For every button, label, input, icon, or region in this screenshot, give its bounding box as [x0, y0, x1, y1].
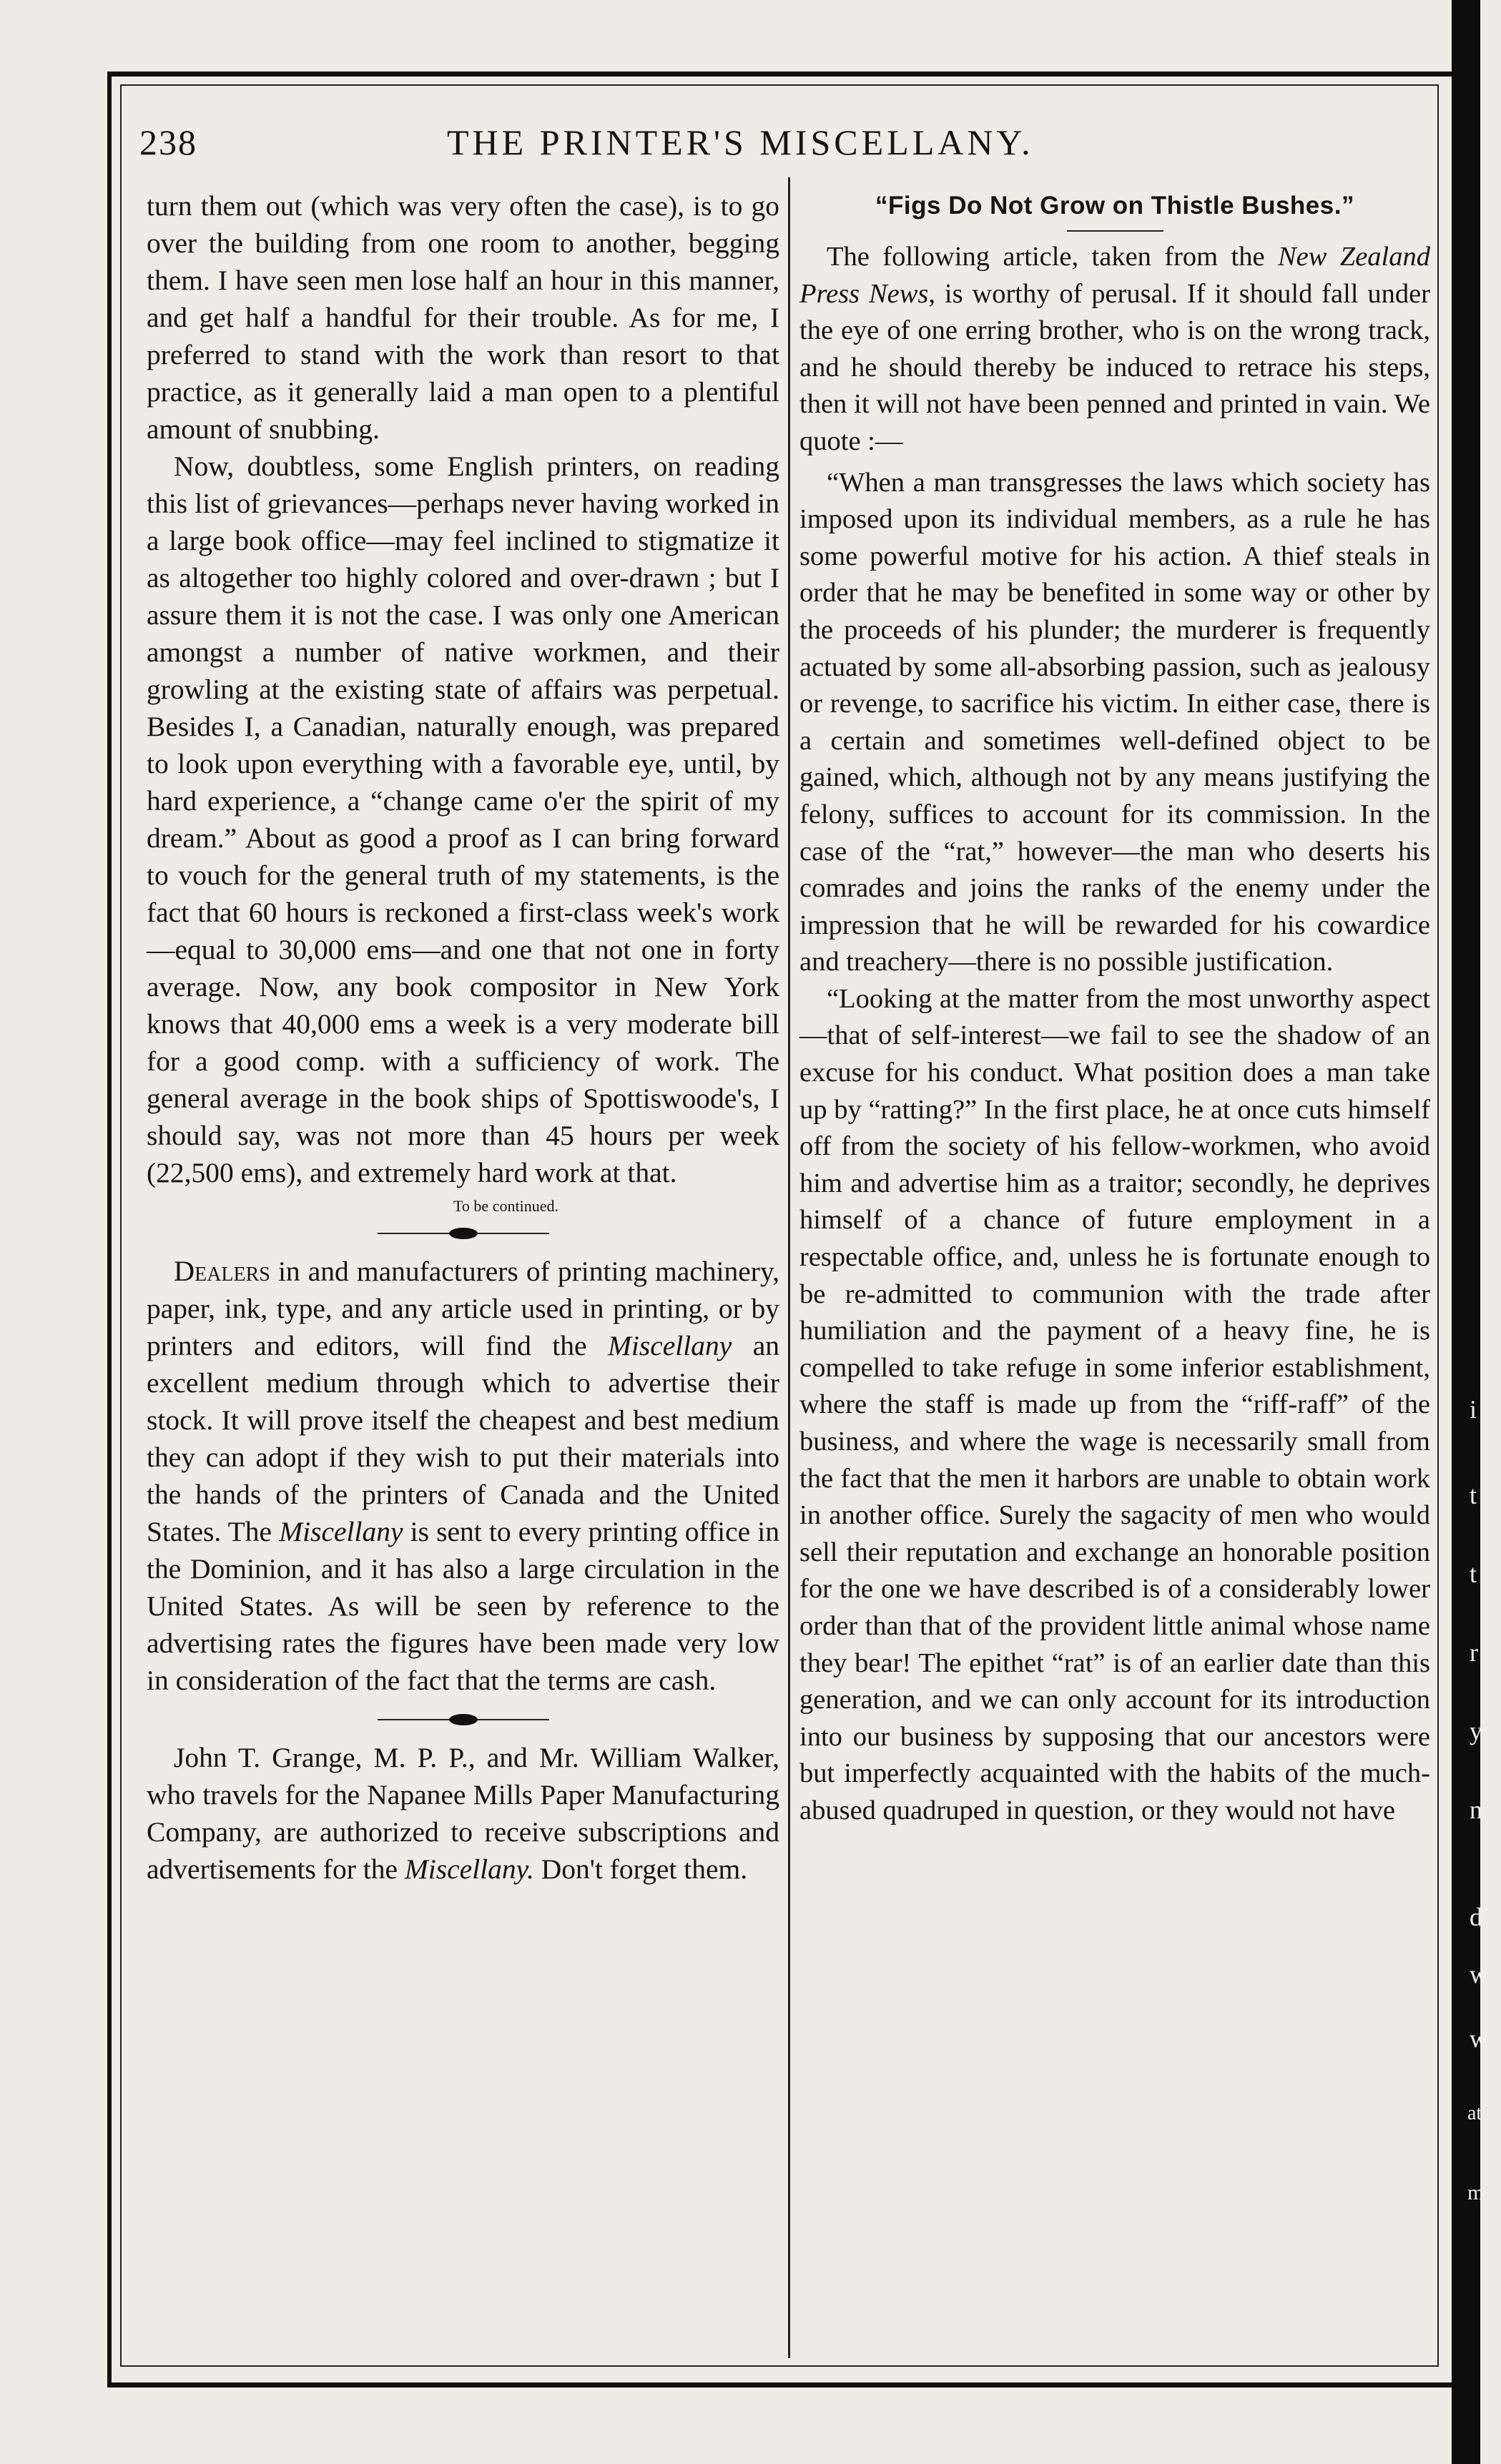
margin-fragment: t — [1470, 1559, 1477, 1588]
margin-fragment: n — [1470, 1795, 1482, 1824]
margin-fragment: d — [1470, 1903, 1482, 1931]
to-be-continued-note: To be continued. — [453, 1197, 558, 1215]
quote-paragraph-1: “When a man transgresses the laws which society has imposed upon its individual members, as a rule he has some powerful motive for his action. A thief steals in order that he may be benefited in some way or other by the proceeds of his plunder; the murderer is frequently actuated by some all-absorbing passion, such as jealousy or revenge, to sacrifice his victim. In either case, there is a certain and sometimes well-defined object to be gained, which, although not by any means justifying the felony, suffices to account for its commission. In the case of the “rat,” however—the man who deserts his comrades and joins the ranks of the enemy under the impression that he will be rewarded for his cowardice and treachery—there is no possible justification. — [799, 467, 1430, 977]
page-edge-shadow — [1452, 0, 1480, 2464]
section-ornament-2 — [378, 1709, 549, 1730]
article-title: “Figs Do Not Grow on Thistle Bushes.” — [875, 192, 1354, 220]
margin-fragment: y — [1470, 1717, 1482, 1745]
left-paragraph-1: turn them out (which was very often the case), is to go over the building from one room to another, begging them. I have seen men lose half an hour in this manner, and get half a handful for their trouble. As for me, I preferred to stand with the work than resort to that practice, as it generally laid a man open to a plentiful amount of snubbing. — [147, 190, 779, 445]
margin-fragment: m — [1467, 2181, 1485, 2204]
title-rule — [1067, 230, 1163, 232]
source-paper-name: New Zealand Press News — [799, 242, 1430, 309]
dealers-text-a: in and manufacturers of printing machinery, paper, ink, type, and any article used in printing, or by printers and editors, will find the — [147, 1256, 779, 1361]
margin-fragment: at — [1467, 2102, 1482, 2124]
dealers-text-b: an excellent medium through which to advertise their stock. It will prove itself the cheapest and best medium they can adopt if they wish to put their materials into the hands of the printers of Canada and the United States. The — [147, 1330, 779, 1547]
miscellany-title-3: Miscellany. — [404, 1853, 534, 1885]
column-divider — [788, 177, 790, 2358]
margin-fragment: i — [1470, 1395, 1477, 1424]
section-ornament — [378, 1223, 549, 1244]
margin-fragment: w — [1470, 2024, 1488, 2053]
running-head — [139, 122, 1434, 172]
left-column — [147, 187, 779, 1888]
dealers-lead: Dealers — [174, 1255, 270, 1287]
margin-fragment: t — [1470, 1481, 1477, 1509]
intro-text-b: , is worthy of perusal. If it should fall under the eye of one erring brother, who is on the wrong track, and he should thereby be induced to retrace his steps, then it will not have been penned and printed in vain. We quote :— — [799, 278, 1430, 456]
margin-fragment: r — [1470, 1638, 1478, 1667]
dealers-text-c: is sent to every printing office in the Dominion, and it has also a large circulation in the United States. As will be seen by reference to the advertising rates the figures have been made very low in consideration of the fact that the terms are cash. — [147, 1516, 779, 1696]
article-intro — [799, 239, 1430, 460]
miscellany-title-1: Miscellany — [607, 1330, 732, 1361]
page-number: 238 — [139, 122, 197, 162]
agents-text-b: Don't forget them. — [533, 1853, 748, 1885]
margin-fragment: w — [1470, 1960, 1488, 1989]
dealers-notice — [147, 1253, 779, 1699]
left-paragraph-2: Now, doubtless, some English printers, on reading this list of grievances—perhaps never having worked in a large book office—may feel inclined to stigmatize it as altogether too highly colored and over-drawn ; but I assure them it is not the case. I was only one American amongst a number of native workmen, and their growling at the existing state of affairs was perpetual. Besides I, a Canadian, naturally enough, was prepared to look upon everything with a favorable eye, until, by hard experience, a “change came o'er the spirit of my dream.” About as good a proof as I can bring forward to vouch for the general truth of my statements, is the fact that 60 hours is reckoned a first-class week's work—equal to 30,000 ems—and one that not one in forty average. Now, any book compositor in New York knows that 40,000 ems a week is a very moderate bill for a good comp. with a sufficiency of work. The general average in the book ships of Spottiswoode's, I should say, was not more than 45 hours per week (22,500 ems), and extremely hard work at that. — [147, 450, 779, 1188]
miscellany-title-2: Miscellany — [279, 1516, 403, 1547]
intro-text-a: The following article, taken from the — [827, 242, 1278, 272]
page-title: THE PRINTER'S MISCELLANY. — [447, 122, 1034, 162]
agents-notice — [147, 1739, 779, 1888]
agents-text-a: John T. Grange, M. P. P., and Mr. William Walker, who travels for the Napanee Mills Paper Manufacturing Company, are authorized to receive subscriptions and advertisements for the — [147, 1742, 779, 1885]
quote-paragraph-2: “Looking at the matter from the most unworthy aspect—that of self-interest—we fail to see the shadow of an excuse for his conduct. What position does a man take up by “ratting?” In the first place, he at once cuts himself off from the society of his fellow-workmen, who avoid him and advertise him as a traitor; secondly, he deprives himself of a chance of future employment in a respectable office, and, unless he is fortunate enough to be re-admitted to communion with the trade after humiliation and the payment of a heavy fine, he is compelled to take refuge in some inferior establishment, where the staff is made up from the “riff-raff” of the business, and where the wage is necessarily small from the fact that the men it harbors are unable to obtain work in another office. Surely the sagacity of men who would sell their reputation and exchange an honorable position for the one we have described is of a considerably lower order than that of the provident little animal whose name they bear! The epithet “rat” is of an earlier date than this generation, and we can only account for its introduction into our business by supposing that our ancestors were but imperfectly acquainted with the habits of the much-abused quadruped in question, or they would not have — [799, 983, 1430, 1825]
right-column — [799, 187, 1430, 1830]
